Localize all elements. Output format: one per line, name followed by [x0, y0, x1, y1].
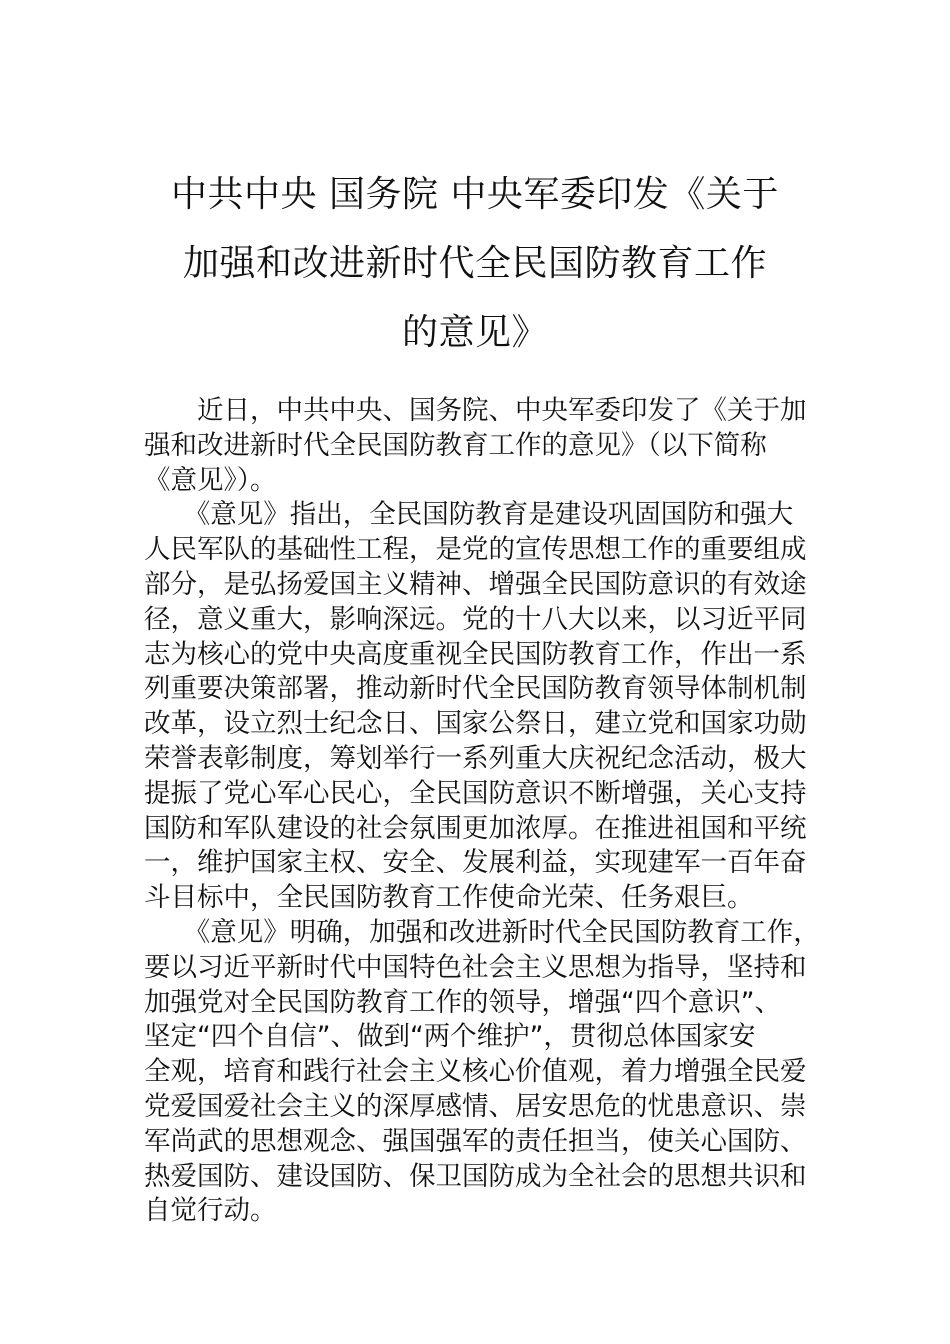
title-line: 加强和改进新时代全民国防教育工作 — [182, 243, 767, 284]
body-line: 国防和军队建设的社会氛围更加浓厚。在推进祖国和平统 — [144, 812, 807, 844]
body-line: 斗目标中，全民国防教育工作使命光荣、任务艰巨。 — [144, 882, 754, 914]
body-line: 热爱国防、建设国防、保卫国防成为全社会的思想共识和 — [144, 1160, 807, 1192]
body-line: 一，维护国家主权、安全、发展利益，实现建军一百年奋 — [144, 847, 807, 879]
body-line: 荣誉表彰制度，筹划举行一系列重大庆祝纪念活动，极大 — [144, 742, 807, 774]
body-line: 《意见》）。 — [144, 464, 277, 496]
body-line: 径，意义重大，影响深远。党的十八大以来，以习近平同 — [144, 603, 807, 635]
body-line: 志为核心的党中央高度重视全民国防教育工作，作出一系 — [144, 638, 807, 670]
document-body — [144, 394, 820, 1229]
title-line: 的意见》 — [401, 312, 548, 353]
body-line: 《意见》指出，全民国防教育是建设巩固国防和强大 — [144, 499, 794, 531]
body-line: 改革，设立烈士纪念日、国家公祭日，建立党和国家功勋 — [144, 708, 807, 740]
body-line: 人民军队的基础性工程，是党的宣传思想工作的重要组成 — [144, 534, 807, 566]
body-line: 列重要决策部署，推动新时代全民国防教育领导体制机制 — [144, 673, 807, 705]
body-line: 《意见》明确，加强和改进新时代全民国防教育工作， — [144, 916, 820, 948]
body-line: 加强党对全民国防教育工作的领导，增强“四个意识”、 — [144, 986, 781, 1018]
body-line: 自觉行动。 — [144, 1195, 277, 1227]
body-line: 全观，培育和践行社会主义核心价值观，着力增强全民爱 — [144, 1056, 807, 1088]
body-line: 要以习近平新时代中国特色社会主义思想为指导，坚持和 — [144, 951, 807, 983]
body-line: 强和改进新时代全民国防教育工作的意见》（以下简称 — [144, 429, 767, 461]
body-line: 党爱国爱社会主义的深厚感情、居安思危的忧患意识、崇 — [144, 1090, 807, 1122]
document-title — [0, 160, 950, 367]
body-line: 提振了党心军心民心，全民国防意识不断增强，关心支持 — [144, 777, 807, 809]
body-line: 坚定“四个自信”、做到“两个维护”，贯彻总体国家安 — [144, 1021, 756, 1053]
body-line: 军尚武的思想观念、强国强军的责任担当，使关心国防、 — [144, 1125, 807, 1157]
body-line: 部分，是弘扬爱国主义精神、增强全民国防意识的有效途 — [144, 568, 807, 600]
title-line: 中共中央 国务院 中央军委印发《关于 — [171, 174, 779, 215]
body-line: 近日，中共中央、国务院、中央军委印发了《关于加 — [144, 395, 807, 426]
